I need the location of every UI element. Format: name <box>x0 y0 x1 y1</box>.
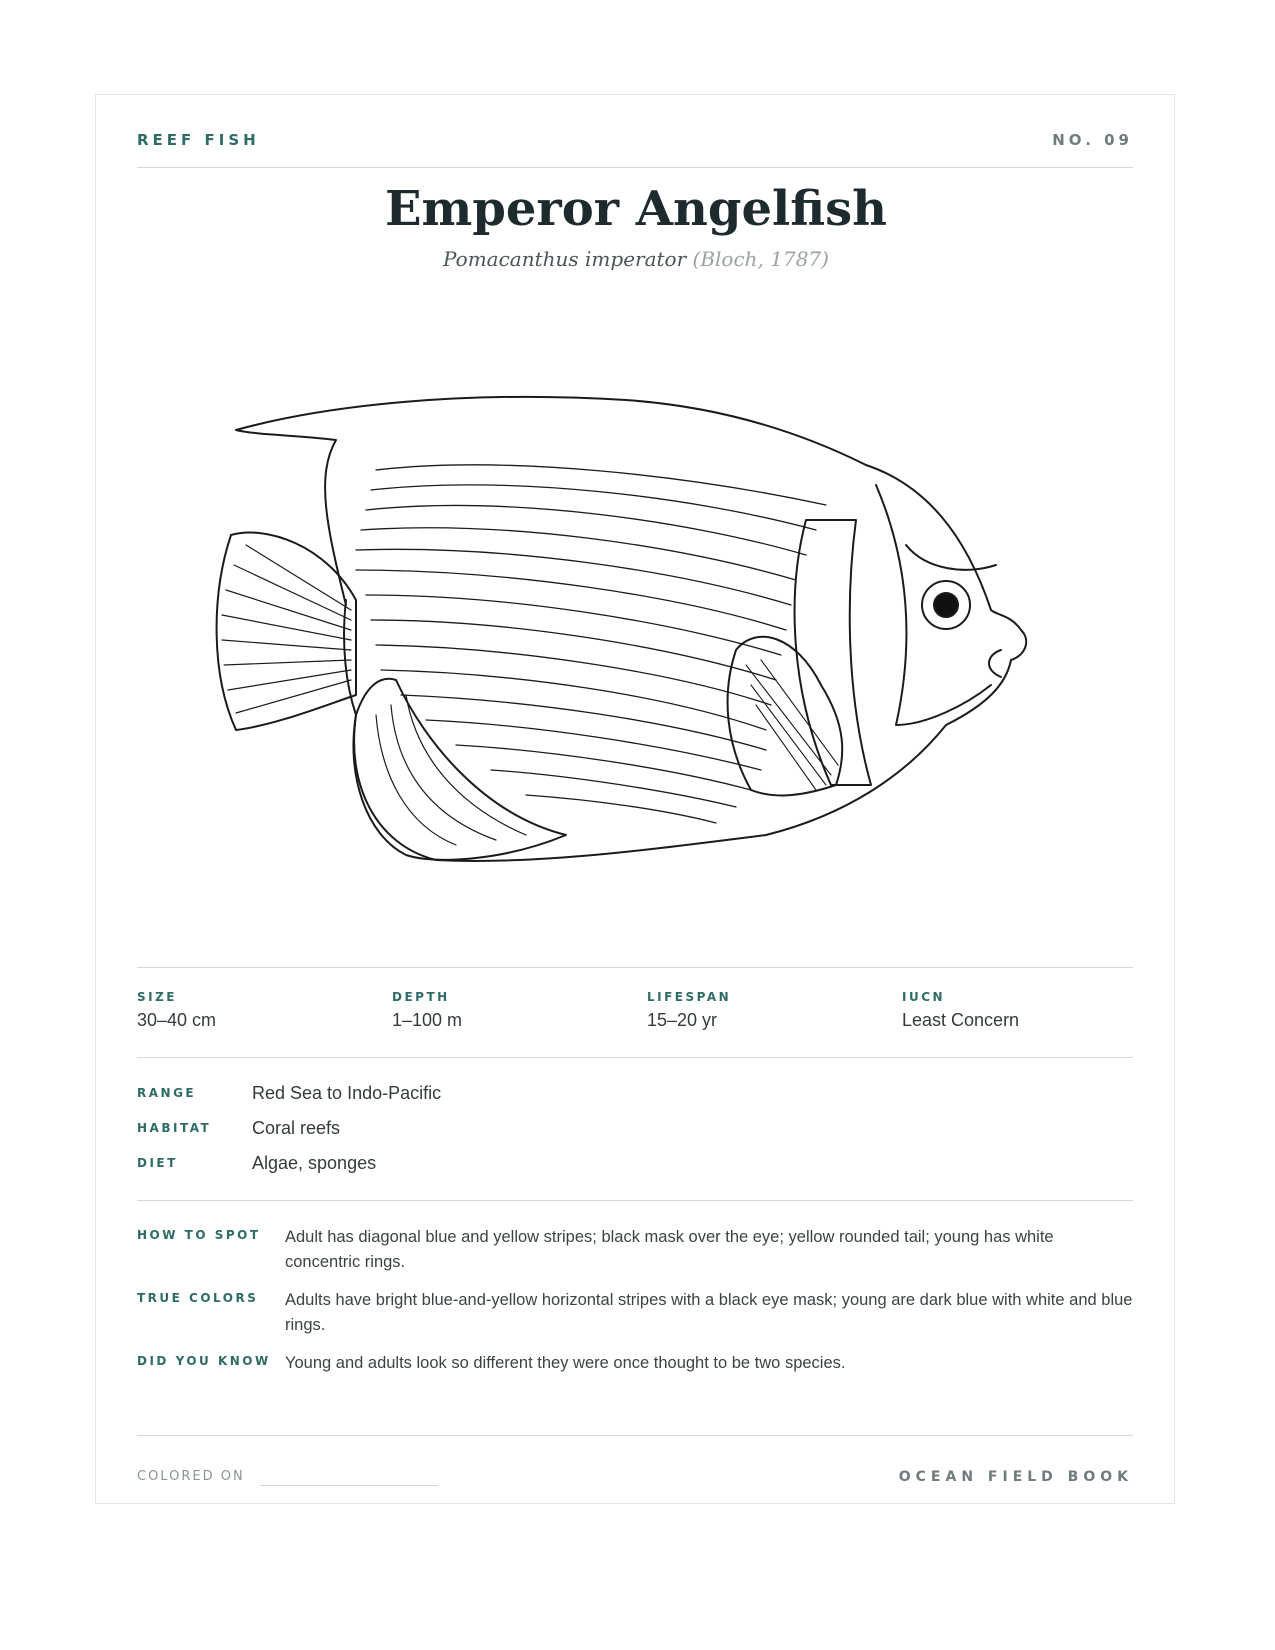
body-stripes <box>356 465 826 823</box>
facts-bottom-divider <box>137 1200 1133 1201</box>
stat-label: DEPTH <box>392 990 450 1004</box>
fact-value: Algae, sponges <box>252 1153 377 1173</box>
category-label: REEF FISH <box>137 131 260 149</box>
scientific-name-text: Pomacanthus imperator <box>443 247 687 271</box>
mouth <box>989 650 1001 677</box>
stat-lifespan <box>647 990 887 1031</box>
header-divider <box>137 167 1133 168</box>
colored-on-label: COLORED ON <box>137 1469 245 1484</box>
coloring-page-card <box>95 94 1175 1504</box>
stats-row <box>137 990 1133 1060</box>
face-band <box>906 545 996 570</box>
stat-iucn <box>902 990 1142 1031</box>
note-text: Adult has diagonal blue and yellow stripes; black mask over the eye; yellow rounded tail; young has white concentric rings. <box>285 1228 1054 1271</box>
page-number: NO. 09 <box>1052 131 1133 149</box>
anal-fin-rings <box>376 695 526 845</box>
body-outline <box>344 465 1026 861</box>
fact-label: HABITAT <box>137 1121 212 1135</box>
tail-rays <box>222 545 351 713</box>
stat-label: LIFESPAN <box>647 990 732 1004</box>
fish-illustration <box>206 395 1046 895</box>
stats-bottom-divider <box>137 1057 1133 1058</box>
stat-value: 1–100 m <box>392 1010 463 1030</box>
colored-on-line <box>260 1485 438 1486</box>
fact-label: DIET <box>137 1156 178 1170</box>
shoulder-bar <box>795 520 871 785</box>
stat-label: SIZE <box>137 990 178 1004</box>
stat-value: 30–40 cm <box>137 1010 217 1030</box>
page-title: Emperor Angelfish <box>384 181 888 237</box>
note-label: HOW TO SPOT <box>137 1228 261 1242</box>
fact-value: Red Sea to Indo-Pacific <box>252 1083 442 1103</box>
stats-top-divider <box>137 967 1133 968</box>
fact-value: Coral reefs <box>252 1118 341 1138</box>
stat-depth <box>392 990 632 1031</box>
note-text: Young and adults look so different they were once thought to be two species. <box>285 1354 846 1372</box>
stat-size <box>137 990 377 1031</box>
fact-label: RANGE <box>137 1086 197 1100</box>
stat-value: Least Concern <box>902 1010 1020 1030</box>
scientific-name <box>96 247 1176 271</box>
note-label: TRUE COLORS <box>137 1291 259 1305</box>
note-text: Adults have bright blue-and-yellow horizontal stripes with a black eye mask; young are dark blue with white and blue rings. <box>285 1291 1133 1334</box>
book-name: OCEAN FIELD BOOK <box>898 1469 1133 1485</box>
stat-label: IUCN <box>902 990 946 1004</box>
scientific-authority: (Bloch, 1787) <box>692 247 829 271</box>
stat-value: 15–20 yr <box>647 1010 718 1030</box>
eye-pupil <box>934 593 958 617</box>
note-label: DID YOU KNOW <box>137 1354 271 1368</box>
footer-divider <box>137 1435 1133 1436</box>
